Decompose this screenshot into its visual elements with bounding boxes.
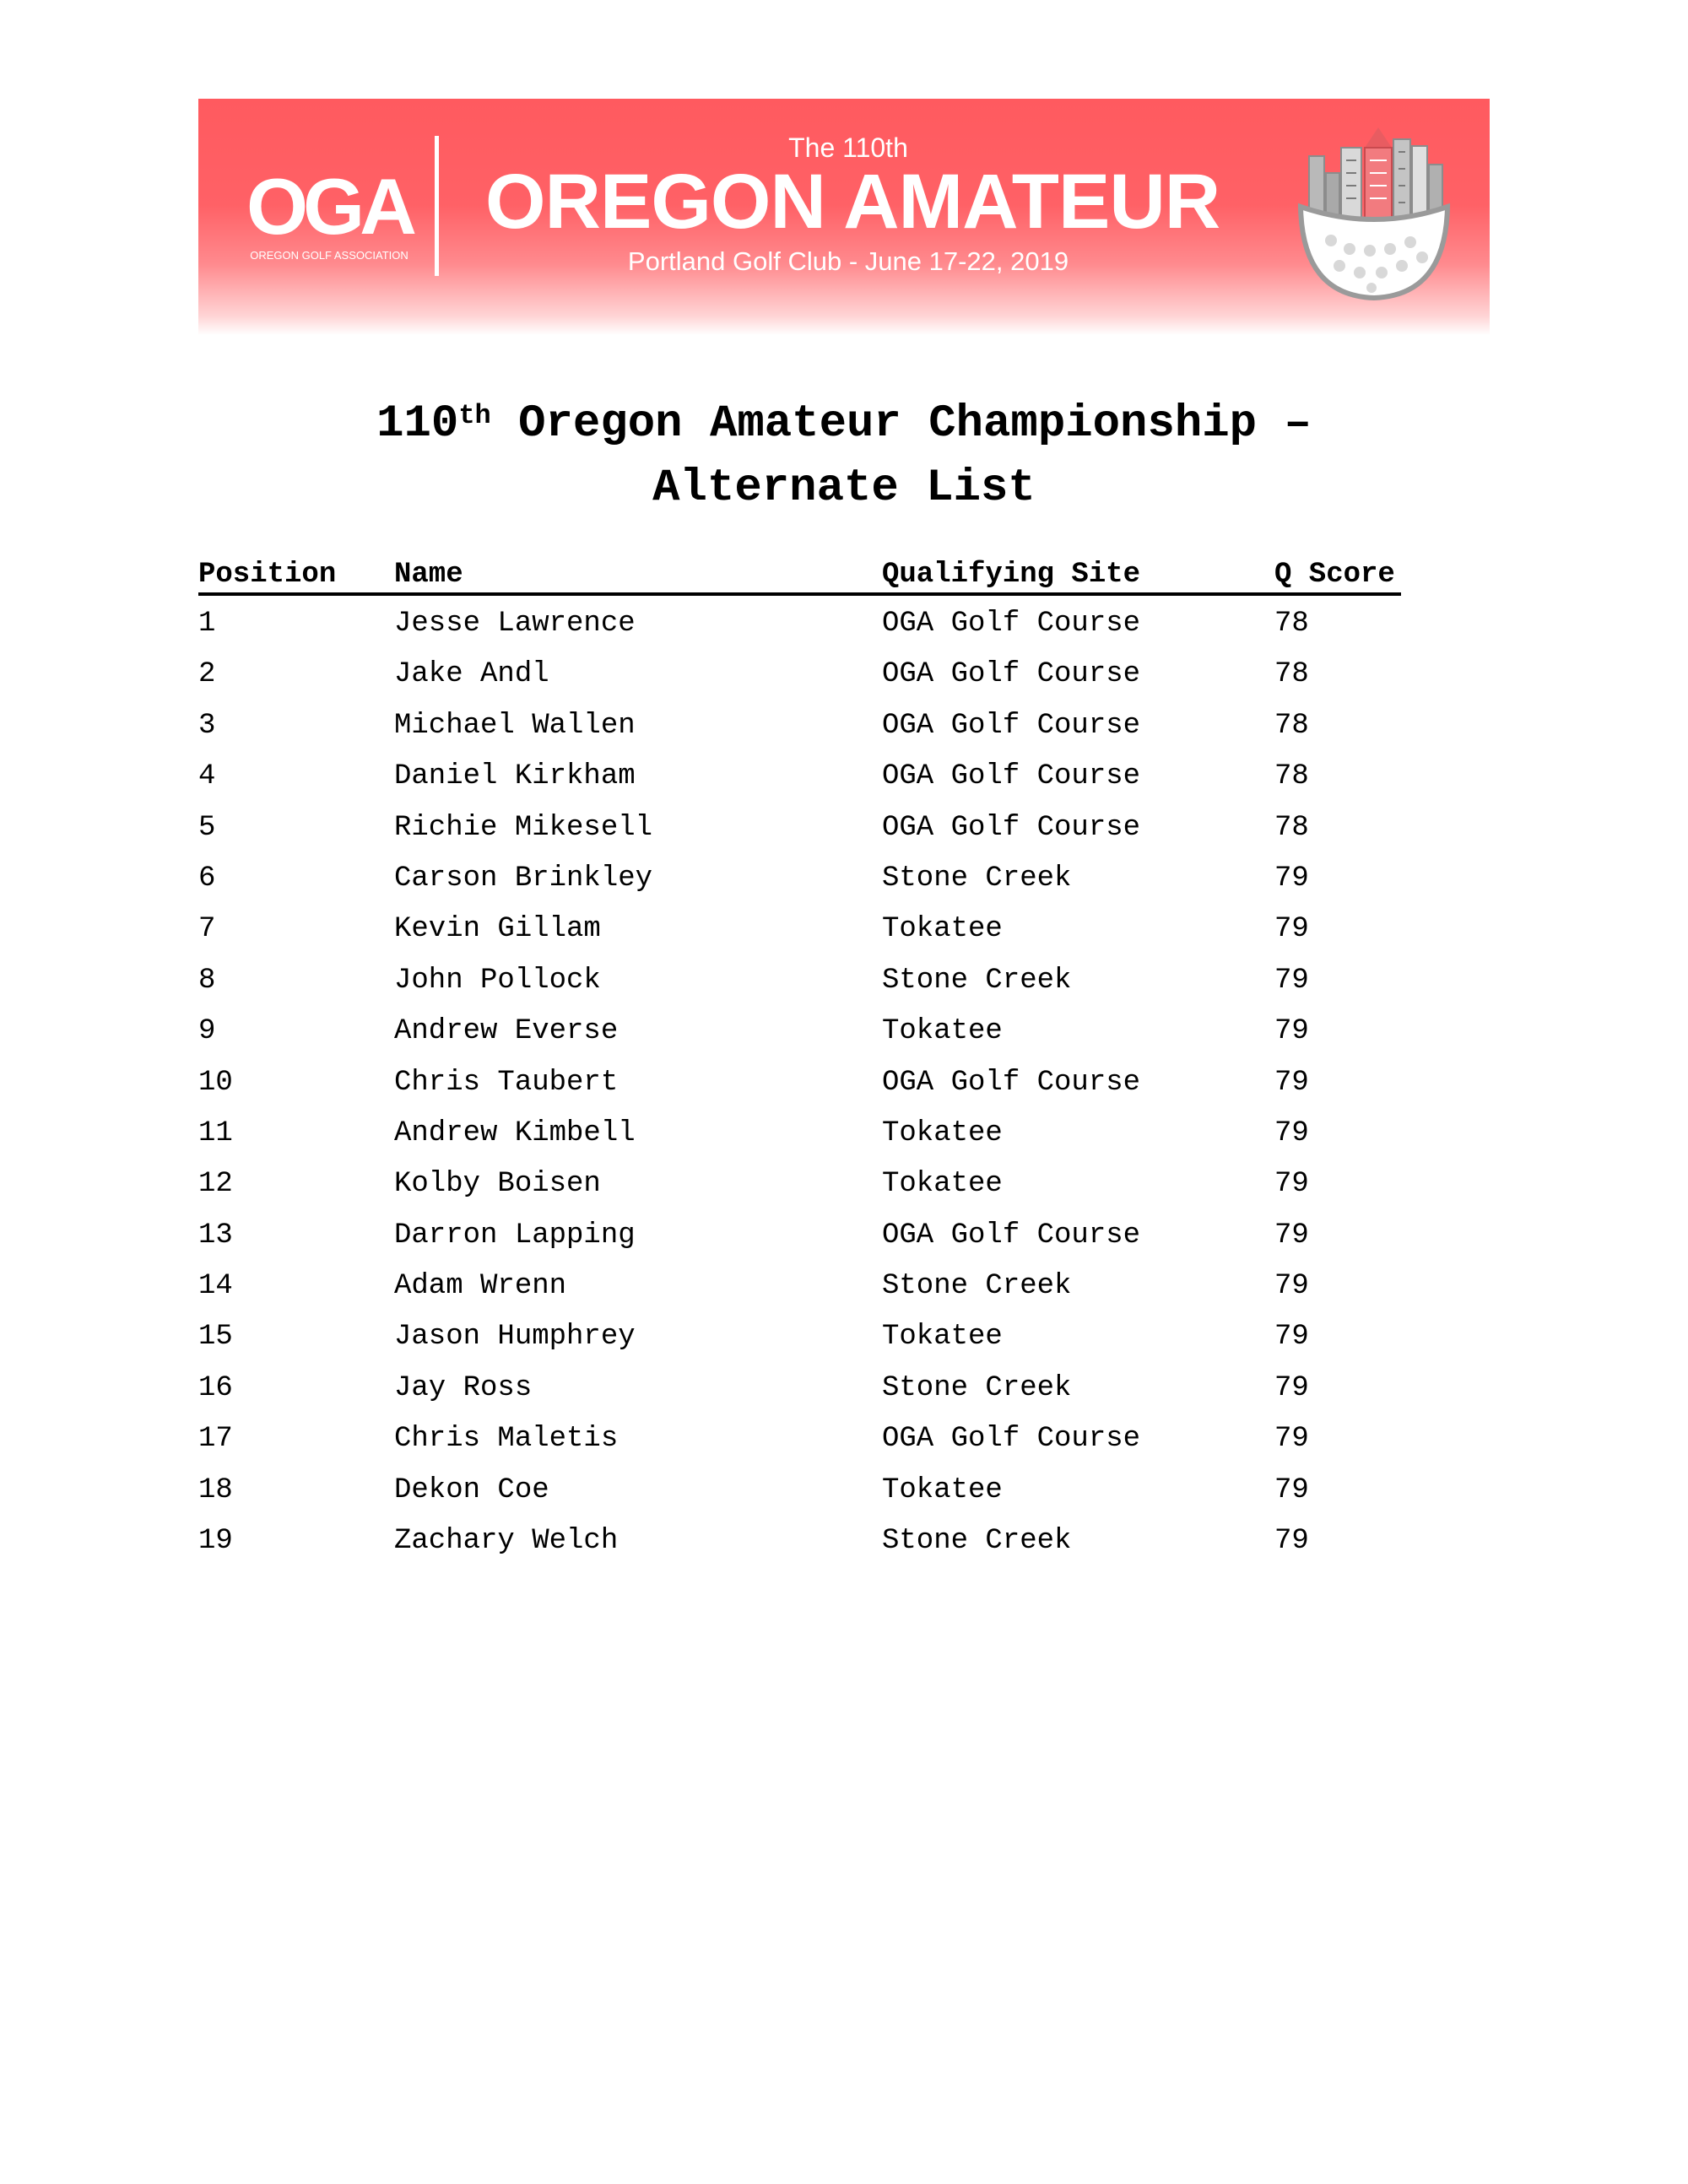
row-qualifying-site: Stone Creek bbox=[882, 862, 1072, 895]
row-position: 1 bbox=[198, 608, 216, 640]
oga-logo-text: OGA bbox=[246, 162, 413, 251]
row-q-score: 79 bbox=[1274, 1066, 1309, 1099]
row-qualifying-site: OGA Golf Course bbox=[882, 1423, 1141, 1456]
row-qualifying-site: Tokatee bbox=[882, 1473, 1003, 1506]
document-title-line-2: Alternate List bbox=[652, 462, 1036, 514]
row-name: Richie Mikesell bbox=[394, 811, 653, 844]
row-name: Dekon Coe bbox=[394, 1473, 549, 1506]
table-row bbox=[198, 1411, 1401, 1462]
row-name: Carson Brinkley bbox=[394, 862, 653, 895]
row-qualifying-site: Tokatee bbox=[882, 913, 1003, 946]
title-text: Oregon Amateur Championship – bbox=[490, 398, 1312, 450]
row-q-score: 79 bbox=[1274, 1525, 1309, 1558]
row-q-score: 78 bbox=[1274, 608, 1309, 640]
table-row bbox=[198, 1360, 1401, 1411]
table-row bbox=[198, 1055, 1401, 1106]
row-name: Adam Wrenn bbox=[394, 1270, 567, 1303]
row-name: Jason Humphrey bbox=[394, 1321, 636, 1354]
header-qualifying-site: Qualifying Site bbox=[882, 559, 1141, 591]
table-row bbox=[198, 646, 1401, 697]
row-q-score: 78 bbox=[1274, 760, 1309, 793]
alternate-list-table bbox=[198, 557, 1401, 1564]
row-q-score: 79 bbox=[1274, 1015, 1309, 1048]
header-q-score: Q Score bbox=[1274, 559, 1395, 591]
row-name: John Pollock bbox=[394, 964, 601, 997]
row-qualifying-site: Tokatee bbox=[882, 1116, 1003, 1149]
row-name: Darron Lapping bbox=[394, 1219, 636, 1251]
row-position: 6 bbox=[198, 862, 216, 895]
header-position: Position bbox=[198, 559, 337, 591]
row-name: Jesse Lawrence bbox=[394, 608, 636, 640]
row-q-score: 79 bbox=[1274, 1168, 1309, 1201]
row-position: 3 bbox=[198, 709, 216, 742]
row-name: Jake Andl bbox=[394, 658, 549, 691]
row-q-score: 79 bbox=[1274, 862, 1309, 895]
table-row bbox=[198, 851, 1401, 901]
row-q-score: 79 bbox=[1274, 1219, 1309, 1251]
row-position: 2 bbox=[198, 658, 216, 691]
oga-logo-subtext: OREGON GOLF ASSOCIATION bbox=[250, 249, 408, 262]
row-qualifying-site: OGA Golf Course bbox=[882, 1219, 1141, 1251]
table-row bbox=[198, 749, 1401, 799]
row-qualifying-site: Tokatee bbox=[882, 1321, 1003, 1354]
table-row bbox=[198, 953, 1401, 1003]
row-qualifying-site: Tokatee bbox=[882, 1168, 1003, 1201]
row-position: 11 bbox=[198, 1116, 233, 1149]
row-qualifying-site: OGA Golf Course bbox=[882, 608, 1141, 640]
table-row bbox=[198, 1462, 1401, 1513]
city-golf-ball-icon bbox=[1297, 122, 1451, 301]
row-q-score: 78 bbox=[1274, 811, 1309, 844]
row-name: Kolby Boisen bbox=[394, 1168, 601, 1201]
row-qualifying-site: Stone Creek bbox=[882, 1270, 1072, 1303]
table-body bbox=[198, 596, 1401, 1564]
row-qualifying-site: OGA Golf Course bbox=[882, 1066, 1141, 1099]
row-position: 8 bbox=[198, 964, 216, 997]
row-qualifying-site: Stone Creek bbox=[882, 1525, 1072, 1558]
table-row bbox=[198, 596, 1401, 646]
header-name: Name bbox=[394, 559, 463, 591]
table-row bbox=[198, 698, 1401, 749]
row-qualifying-site: OGA Golf Course bbox=[882, 658, 1141, 691]
table-row bbox=[198, 1106, 1401, 1156]
row-name: Kevin Gillam bbox=[394, 913, 601, 946]
event-banner bbox=[198, 99, 1490, 335]
row-q-score: 79 bbox=[1274, 1423, 1309, 1456]
row-qualifying-site: Tokatee bbox=[882, 1015, 1003, 1048]
row-position: 18 bbox=[198, 1473, 233, 1506]
row-position: 9 bbox=[198, 1015, 216, 1048]
row-q-score: 79 bbox=[1274, 1116, 1309, 1149]
row-qualifying-site: OGA Golf Course bbox=[882, 709, 1141, 742]
row-position: 15 bbox=[198, 1321, 233, 1354]
document-title bbox=[198, 392, 1490, 521]
table-row bbox=[198, 1309, 1401, 1360]
row-qualifying-site: OGA Golf Course bbox=[882, 811, 1141, 844]
row-position: 4 bbox=[198, 760, 216, 793]
title-ordinal-suffix: th bbox=[458, 400, 491, 431]
row-name: Zachary Welch bbox=[394, 1525, 619, 1558]
table-row bbox=[198, 1003, 1401, 1054]
row-q-score: 79 bbox=[1274, 913, 1309, 946]
row-qualifying-site: Stone Creek bbox=[882, 1371, 1072, 1404]
banner-title: OREGON AMATEUR bbox=[485, 159, 1220, 245]
banner-divider bbox=[435, 136, 439, 276]
row-position: 7 bbox=[198, 913, 216, 946]
row-position: 16 bbox=[198, 1371, 233, 1404]
row-name: Chris Maletis bbox=[394, 1423, 619, 1456]
row-position: 12 bbox=[198, 1168, 233, 1201]
row-position: 13 bbox=[198, 1219, 233, 1251]
banner-subtitle: Portland Golf Club - June 17-22, 2019 bbox=[627, 246, 1069, 276]
table-header bbox=[198, 557, 1401, 596]
table-row bbox=[198, 1208, 1401, 1258]
row-name: Jay Ross bbox=[394, 1371, 533, 1404]
row-position: 10 bbox=[198, 1066, 233, 1099]
row-position: 19 bbox=[198, 1525, 233, 1558]
table-row bbox=[198, 800, 1401, 851]
table-row bbox=[198, 1156, 1401, 1207]
row-q-score: 79 bbox=[1274, 1473, 1309, 1506]
row-name: Andrew Everse bbox=[394, 1015, 619, 1048]
row-name: Chris Taubert bbox=[394, 1066, 619, 1099]
row-q-score: 78 bbox=[1274, 709, 1309, 742]
row-name: Michael Wallen bbox=[394, 709, 636, 742]
row-name: Daniel Kirkham bbox=[394, 760, 636, 793]
row-q-score: 79 bbox=[1274, 1371, 1309, 1404]
document-title-line-1 bbox=[198, 392, 1490, 457]
table-row bbox=[198, 1258, 1401, 1309]
row-name: Andrew Kimbell bbox=[394, 1116, 636, 1149]
row-q-score: 79 bbox=[1274, 1270, 1309, 1303]
table-row bbox=[198, 1513, 1401, 1564]
row-position: 5 bbox=[198, 811, 216, 844]
row-q-score: 79 bbox=[1274, 964, 1309, 997]
row-position: 14 bbox=[198, 1270, 233, 1303]
row-q-score: 79 bbox=[1274, 1321, 1309, 1354]
banner-pre-title: The 110th bbox=[788, 132, 908, 163]
table-row bbox=[198, 901, 1401, 952]
row-qualifying-site: OGA Golf Course bbox=[882, 760, 1141, 793]
row-qualifying-site: Stone Creek bbox=[882, 964, 1072, 997]
row-position: 17 bbox=[198, 1423, 233, 1456]
row-q-score: 78 bbox=[1274, 658, 1309, 691]
title-number: 110 bbox=[376, 398, 459, 450]
oga-logo bbox=[241, 162, 418, 266]
